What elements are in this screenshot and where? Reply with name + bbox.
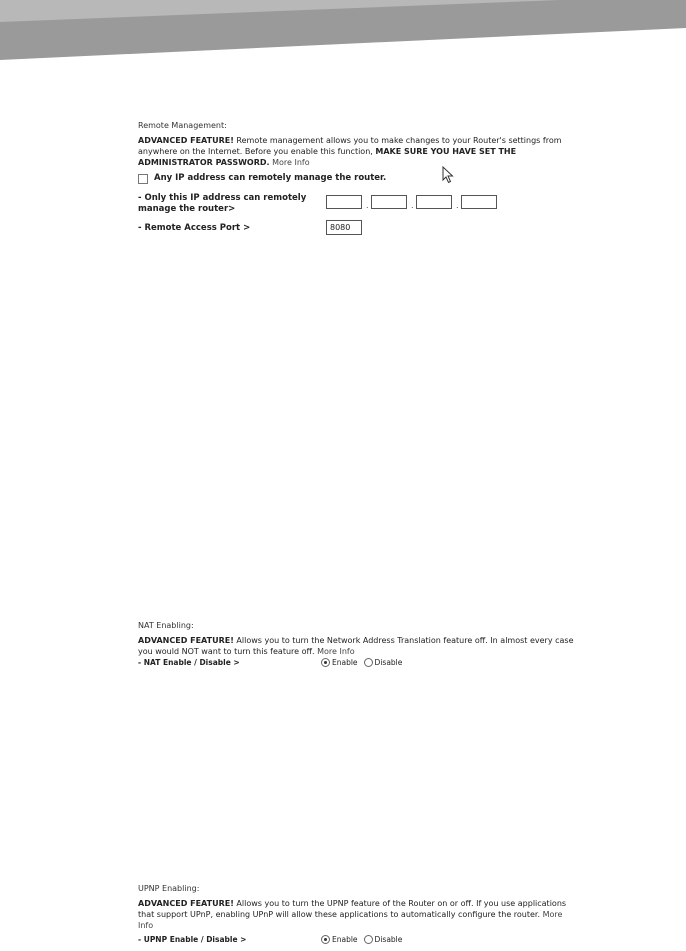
mouse-pointer-icon [442, 166, 454, 184]
only-ip-label-line1: - Only this IP address can remotely [138, 193, 307, 203]
upnp-enable-label: Enable [332, 935, 358, 944]
upnp-disable-radio[interactable] [364, 935, 373, 944]
section-description [138, 635, 578, 657]
ip-dot-2: . [411, 201, 414, 210]
remote-management-section [138, 120, 578, 240]
more-info-link[interactable]: More Info [314, 647, 355, 656]
only-ip-label [138, 193, 323, 215]
section-title: NAT Enabling: [138, 621, 194, 630]
more-info-link[interactable]: More Info [269, 158, 310, 167]
ip-octet-1-input[interactable] [326, 195, 362, 209]
port-row [138, 223, 250, 234]
upnp-disable-label: Disable [374, 935, 403, 944]
nat-enable-radio[interactable] [321, 658, 330, 667]
nat-disable-label: Disable [374, 658, 403, 667]
section-description [138, 135, 578, 168]
upnp-enable-radio[interactable] [321, 935, 330, 944]
upnp-section [138, 883, 578, 949]
nat-section [138, 620, 578, 680]
advanced-feature-label: ADVANCED FEATURE! [138, 899, 234, 908]
any-ip-checkbox[interactable] [138, 174, 148, 184]
ip-dot-3: . [456, 201, 459, 210]
any-ip-label: Any IP address can remotely manage the router. [154, 173, 387, 183]
description-text: Remote management allows you to make changes to your Router's settings from anywhere on the Internet. Before you enable this function, [138, 136, 562, 156]
remote-access-port-input[interactable]: 8080 [326, 220, 362, 235]
ip-octet-3-input[interactable] [416, 195, 452, 209]
ip-octet-4-input[interactable] [461, 195, 497, 209]
ip-octet-2-input[interactable] [371, 195, 407, 209]
header-banner [0, 0, 686, 60]
only-ip-label-line2: manage the router> [138, 204, 236, 214]
section-title: UPNP Enabling: [138, 884, 200, 893]
upnp-toggle-row [138, 934, 246, 945]
nat-toggle-label: - NAT Enable / Disable > [138, 658, 240, 667]
nat-radio-group [321, 657, 408, 668]
nat-enable-label: Enable [332, 658, 358, 667]
section-title: Remote Management: [138, 121, 227, 130]
advanced-feature-label: ADVANCED FEATURE! [138, 136, 234, 145]
upnp-radio-group [321, 934, 408, 945]
any-ip-row [138, 173, 386, 184]
more-info-link[interactable]: More Info [138, 910, 563, 930]
section-description [138, 898, 578, 931]
nat-disable-radio[interactable] [364, 658, 373, 667]
port-label: - Remote Access Port > [138, 223, 251, 233]
description-text: Allows you to turn the Network Address Translation feature off. In almost every case you would NOT want to turn this feature off. [138, 636, 574, 656]
description-text: Allows you to turn the UPNP feature of the Router on or off. If you use applications that support UPnP, enabling UPnP will allow these applications to automatically configure the router. [138, 899, 567, 919]
password-warning: MAKE SURE YOU HAVE SET THE ADMINISTRATOR PASSWORD. [138, 147, 517, 167]
upnp-toggle-label: - UPNP Enable / Disable > [138, 935, 247, 944]
ip-dot-1: . [366, 201, 369, 210]
advanced-feature-label: ADVANCED FEATURE! [138, 636, 234, 645]
nat-toggle-row [138, 657, 240, 668]
